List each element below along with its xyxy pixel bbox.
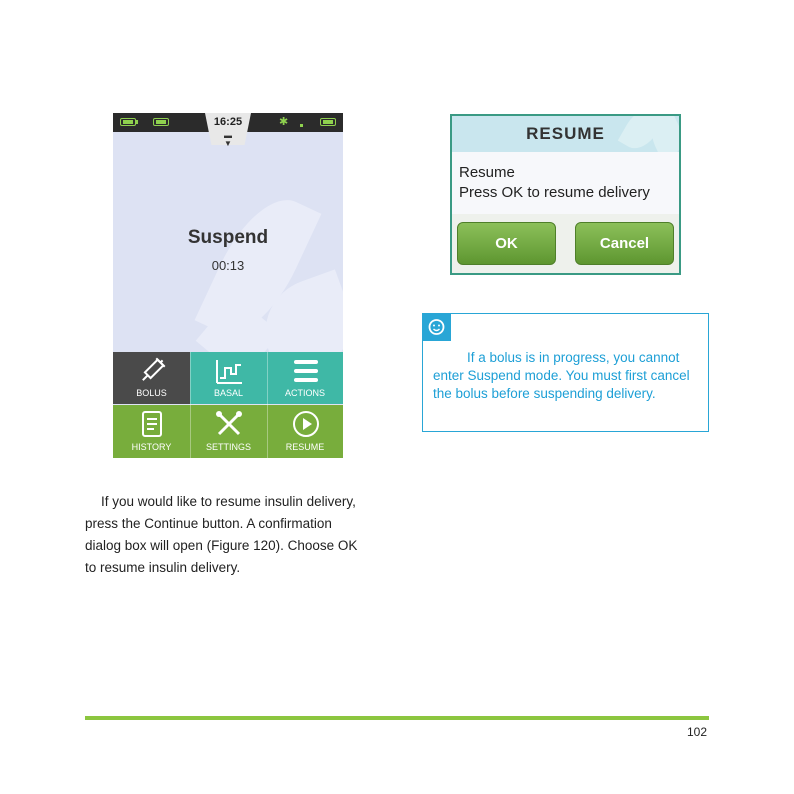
cancel-button[interactable]: Cancel bbox=[575, 222, 674, 265]
play-icon bbox=[291, 409, 321, 439]
footer-rule bbox=[85, 716, 709, 720]
pull-down-icon[interactable]: ▬ ▼ bbox=[224, 131, 232, 148]
basal-graph-icon bbox=[214, 356, 244, 386]
suspend-title: Suspend bbox=[187, 227, 269, 248]
bluetooth-icon: ✱ bbox=[279, 116, 289, 128]
syringe-icon bbox=[137, 356, 167, 386]
tab-actions[interactable] bbox=[267, 352, 343, 404]
signal-icon bbox=[300, 124, 303, 127]
tab-label: BOLUS bbox=[136, 388, 167, 398]
pump-battery-icon bbox=[120, 118, 136, 126]
tab-settings[interactable] bbox=[190, 405, 267, 458]
page-number: 102 bbox=[686, 725, 707, 739]
dialog-message bbox=[452, 152, 679, 214]
body-paragraph: If you would like to resume insulin delivery, press the Continue button. A confirmation dialog box will open (Figure 120). Choose OK to resume insulin delivery. bbox=[85, 494, 358, 575]
suspend-elapsed-time: 00:13 bbox=[211, 258, 245, 273]
tab-label: ACTIONS bbox=[284, 388, 325, 398]
dialog-title: RESUME bbox=[526, 124, 605, 143]
tab-resume[interactable] bbox=[267, 405, 343, 458]
tab-label: HISTORY bbox=[131, 442, 172, 452]
menu-list-icon bbox=[291, 356, 321, 386]
tab-label: BASAL bbox=[213, 388, 244, 398]
resume-dialog bbox=[450, 114, 681, 275]
tab-basal[interactable] bbox=[190, 352, 267, 404]
pump-screen bbox=[113, 113, 343, 458]
dialog-header bbox=[452, 116, 679, 152]
tab-label: SETTINGS bbox=[205, 442, 251, 452]
history-book-icon bbox=[137, 409, 167, 439]
clock: 16:25 bbox=[213, 116, 243, 128]
tab-label: RESUME bbox=[285, 442, 325, 452]
tab-bolus[interactable] bbox=[113, 352, 190, 404]
note-text: If a bolus is in progress, you cannot enter Suspend mode. You must first cancel the bolus before suspending delivery. bbox=[433, 350, 690, 401]
tools-icon bbox=[214, 409, 244, 439]
reservoir-icon bbox=[153, 118, 169, 126]
tab-history[interactable] bbox=[113, 405, 190, 458]
dialog-line-1: Resume bbox=[459, 164, 515, 181]
ok-button[interactable]: OK bbox=[457, 222, 556, 265]
dialog-line-2: Press OK to resume delivery bbox=[459, 184, 650, 201]
phone-battery-icon bbox=[320, 118, 336, 126]
smiley-icon bbox=[422, 313, 451, 341]
